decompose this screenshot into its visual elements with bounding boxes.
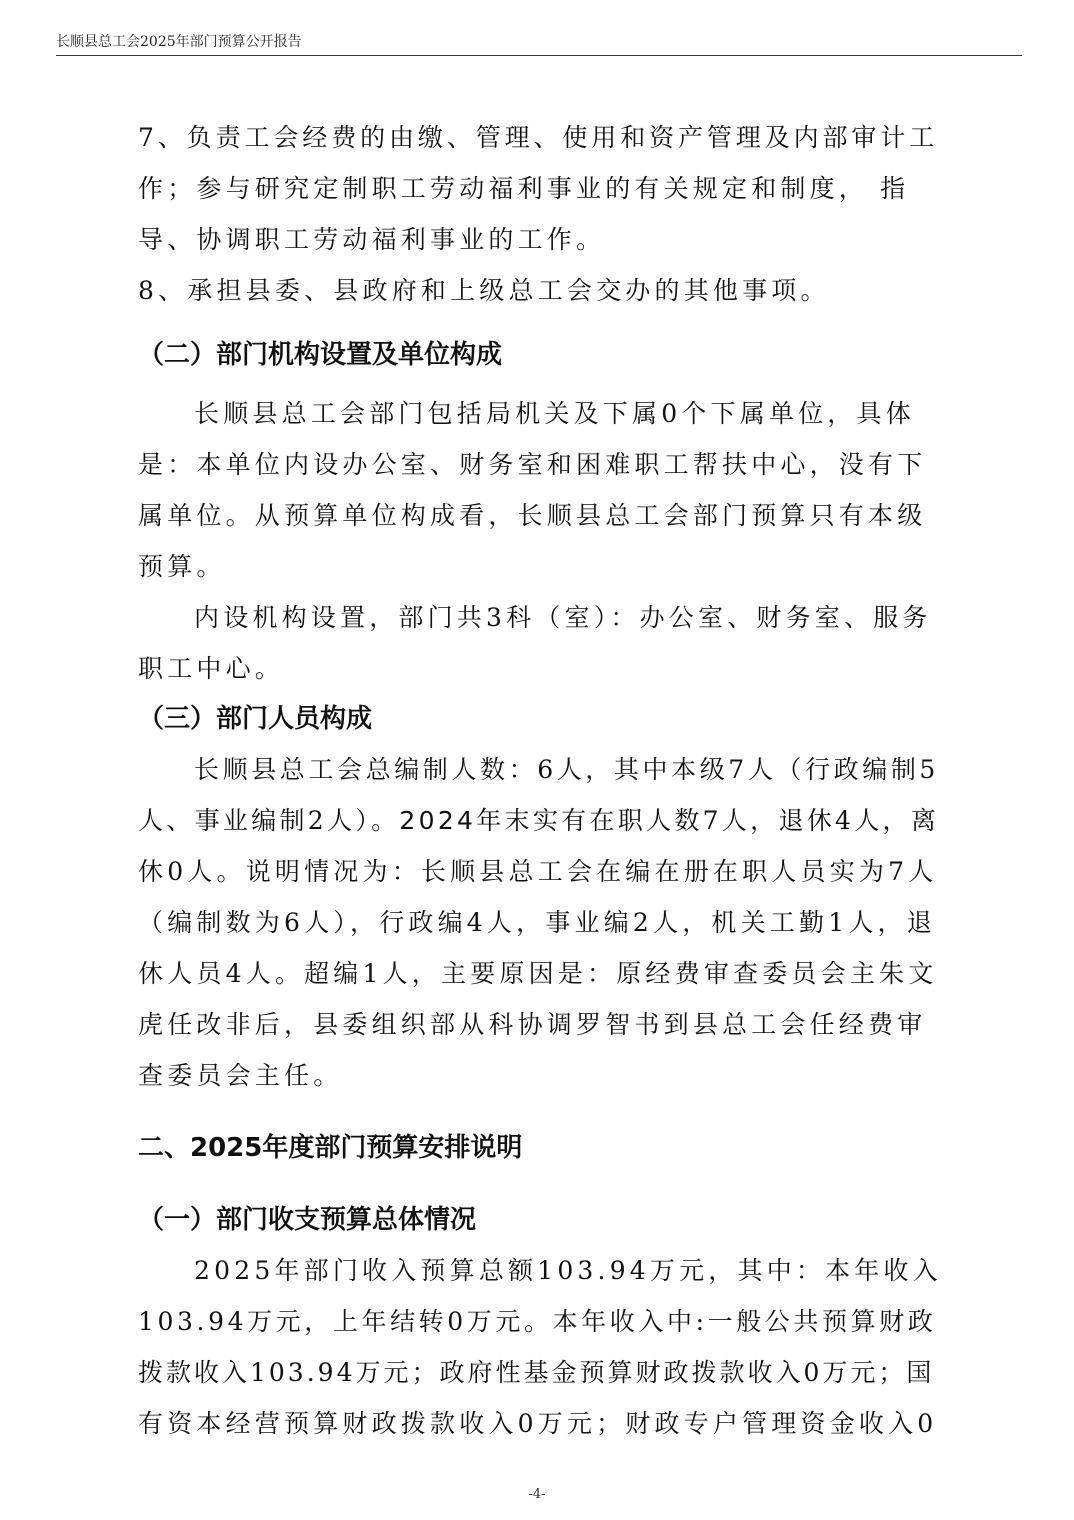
paragraph-line: 2025年部门收入预算总额103.94万元，其中：本年收入 xyxy=(194,1256,942,1285)
paragraph-line: 预算。 xyxy=(138,552,226,581)
paragraph-line: 作；参与研究定制职工劳动福利事业的有关规定和制度， 指 xyxy=(138,174,910,203)
document-body xyxy=(138,112,942,1449)
running-header: 长顺县总工会2025年部门预算公开报告 xyxy=(56,34,302,50)
paragraph-line: 导、协调职工劳动福利事业的工作。 xyxy=(138,225,606,254)
page-number: -4- xyxy=(528,1487,546,1502)
paragraph-line: （编制数为6人），行政编4人，事业编2人，机关工勤1人，退 xyxy=(138,908,936,937)
paragraph-line: 查委员会主任。 xyxy=(138,1061,343,1090)
paragraph-line: 虎任改非后，县委组织部从科协调罗智书到县总工会任经费审 xyxy=(138,1010,927,1039)
paragraph-line: 内设机构设置，部门共3科（室）：办公室、财务室、服务 xyxy=(194,603,932,632)
paragraph-line: 103.94万元，上年结转0万元。本年收入中:一般公共预算财政 xyxy=(138,1307,937,1336)
section-heading-budget-overview: （一）部门收支预算总体情况 xyxy=(138,1205,477,1235)
paragraph-line: 7、负责工会经费的由缴、管理、使用和资产管理及内部审计工 xyxy=(138,123,939,152)
text-run: 人、事业编制2人） xyxy=(138,806,372,835)
paragraph-line: 拨款收入103.94万元；政府性基金预算财政拨款收入0万元；国 xyxy=(138,1358,935,1387)
paragraph-line: 是：本单位内设办公室、财务室和困难职工帮扶中心，没有下 xyxy=(138,450,927,479)
header-rule xyxy=(56,55,1022,56)
paragraph-line: 8、承担县委、县政府和上级总工会交办的其他事项。 xyxy=(138,276,830,305)
section-heading-org-structure: （二）部门机构设置及单位构成 xyxy=(138,340,503,370)
paragraph-line: 职工中心。 xyxy=(138,654,285,683)
text-run-sans: 。2024年末实有在职人数 xyxy=(371,806,703,835)
paragraph-line: 有资本经营预算财政拨款收入0万元；财政专户管理资金收入0 xyxy=(138,1409,938,1438)
paragraph-line xyxy=(138,795,942,846)
paragraph-line: 属单位。从预算单位构成看，长顺县总工会部门预算只有本级 xyxy=(138,501,927,530)
text-run: 7人，退休4人，离 xyxy=(702,806,940,835)
part-heading-budget: 二、2025年度部门预算安排说明 xyxy=(138,1133,523,1163)
paragraph-line: 休0人。说明情况为：长顺县总工会在编在册在职人员实为7人 xyxy=(138,857,938,886)
section-heading-staff: （三）部门人员构成 xyxy=(138,704,373,734)
paragraph-line: 休人员4人。超编1人，主要原因是：原经费审查委员会主朱文 xyxy=(138,959,938,988)
paragraph-line: 长顺县总工会部门包括局机关及下属0个下属单位，具体 xyxy=(194,399,915,428)
paragraph-line: 长顺县总工会总编制人数：6人，其中本级7人（行政编制5 xyxy=(194,755,939,784)
